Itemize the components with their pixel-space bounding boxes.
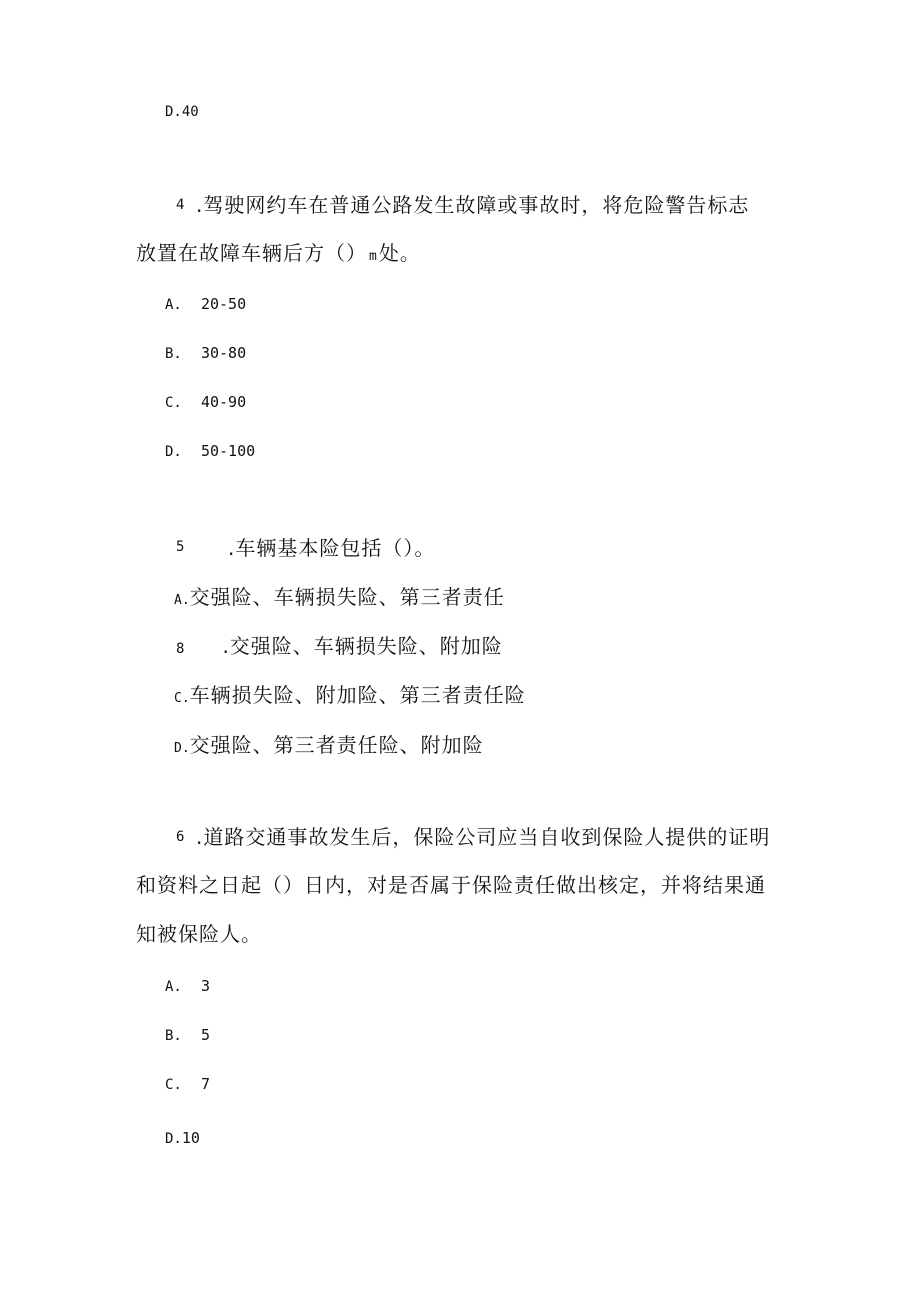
option-c[interactable]: C. 7 <box>165 1075 210 1093</box>
question-text-line-2: 放置在故障车辆后方（） m 处。 <box>136 241 421 265</box>
question-text: .车辆基本险包括（）。 <box>228 536 436 560</box>
option-b[interactable]: B. 5 <box>165 1026 210 1044</box>
option-d[interactable]: D. 50-100 <box>165 442 256 460</box>
option-d[interactable]: D.10 <box>165 1129 200 1147</box>
question-text-line-1: .道路交通事故发生后，保险公司应当自收到保险人提供的证明 <box>196 825 771 849</box>
option-a[interactable]: A. 3 <box>165 977 210 995</box>
option-b[interactable]: 8 .交强险、车辆损失险、附加险 <box>176 634 503 658</box>
prev-option-d: D.40 <box>165 104 199 120</box>
question-text-line-3: 知被保险人。 <box>136 922 262 946</box>
option-c[interactable]: C.车辆损失险、附加险、第三者责任险 <box>174 683 526 707</box>
option-a[interactable]: A. 20-50 <box>165 295 247 313</box>
question-text-line-2: 和资料之日起（）日内，对是否属于保险责任做出核定，并将结果通 <box>136 873 766 897</box>
option-b[interactable]: B. 30-80 <box>165 344 247 362</box>
option-a[interactable]: A.交强险、车辆损失险、第三者责任 <box>174 585 505 609</box>
question-text-line-1: .驾驶网约车在普通公路发生故障或事故时，将危险警告标志 <box>196 193 750 217</box>
option-d[interactable]: D.交强险、第三者责任险、附加险 <box>174 733 484 757</box>
question-number: 5 <box>176 539 185 555</box>
question-number: 4 <box>176 197 185 213</box>
question-number: 6 <box>176 829 185 845</box>
option-c[interactable]: C. 40-90 <box>165 393 247 411</box>
